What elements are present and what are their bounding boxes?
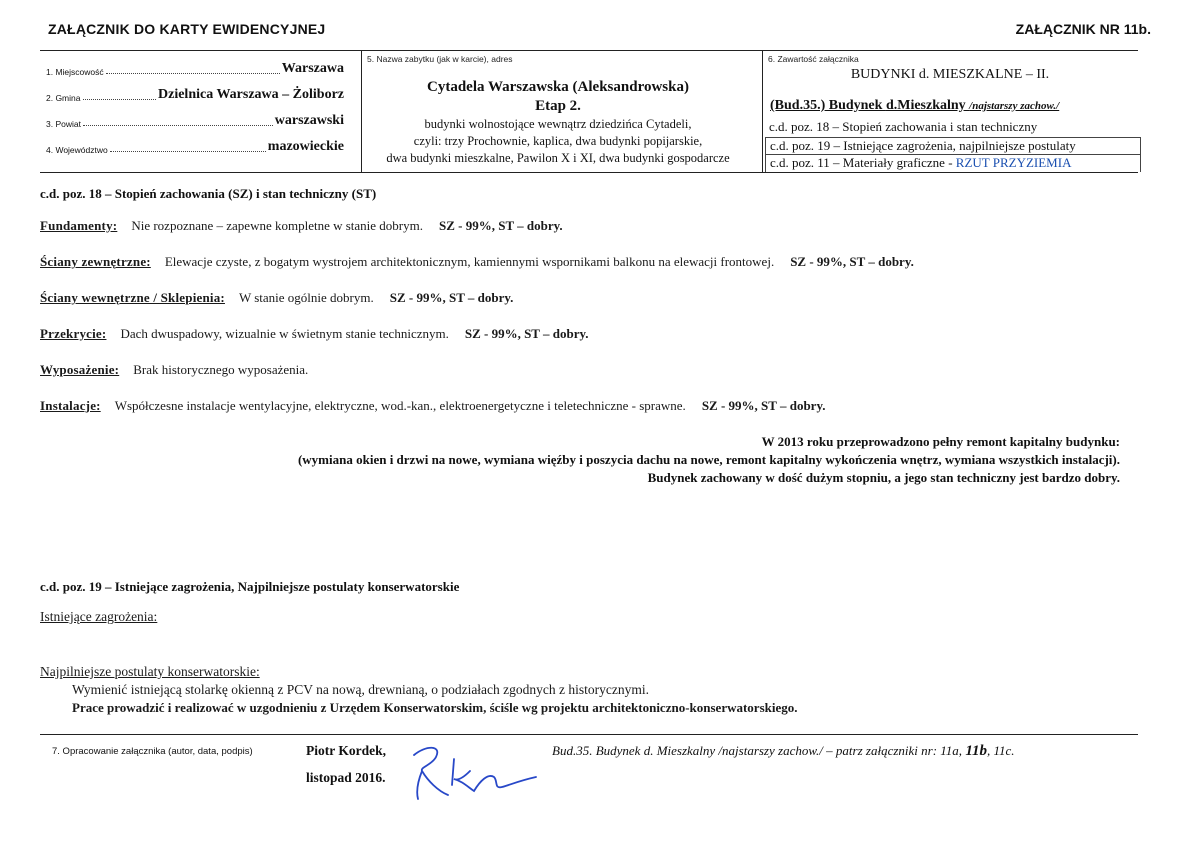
item-key: Ściany zewnętrzne: [40,254,151,269]
contents-line: c.d. poz. 19 – Istniejące zagrożenia, najpilniejsze postulaty [765,137,1141,154]
item-status: SZ - 99%, ST – dobry. [389,290,514,305]
dotted-leader [106,73,280,74]
item-key: Instalacje: [40,398,101,413]
item-key: Przekrycie: [40,326,107,341]
field-label: 1. Miejscowość [46,67,104,77]
contents-line-graphics [765,154,1141,172]
item-foundations [40,218,563,234]
footer-divider [40,734,1138,735]
monument-desc-line: czyli: trzy Prochownie, kaplica, dwa budynki popijarskie, [413,134,703,148]
dotted-leader [83,125,273,126]
item-text: Dach dwuspadowy, wizualnie w świetnym stanie technicznym. [120,326,449,341]
field-value: Dzielnica Warszawa – Żoliborz [158,87,344,102]
postulates-label: Najpilniejsze postulaty konserwatorskie: [40,664,260,679]
item-internal-walls [40,290,513,306]
summary-line: W 2013 roku przeprowadzono pełny remont kapitalny budynku: [761,434,1120,449]
field-label: 2. Gmina [46,93,81,103]
summary-line: (wymiana okien i drzwi na nowe, wymiana więźby i poszycia dachu na nowe, remont kapitalny wykończenia wnętrz, wymiana wszystkich instalacji). [297,452,1120,467]
item-text: Elewacje czyste, z bogatym wystrojem architektonicznym, kamiennymi wspornikami balkonu na elewacji frontowej. [164,254,775,269]
dotted-leader [110,151,266,152]
item-key: Wyposażenie: [40,362,120,377]
monument-label: 5. Nazwa zabytku (jak w karcie), adres [367,54,513,64]
item-status: SZ - 99%, ST – dobry. [701,398,826,413]
summary-line: Budynek zachowany w dość dużym stopniu, a jego stan techniczny jest bardzo dobry. [647,470,1120,485]
threats-label: Istniejące zagrożenia: [40,609,158,624]
monument-name: Cytadela Warszawska (Aleksandrowska) [427,79,689,95]
contents-label: 6. Zawartość załącznika [768,54,859,64]
monument-desc-line: budynki wolnostojące wewnątrz dziedzińca Cytadeli, [424,117,692,131]
reference-text: Bud.35. Budynek d. Mieszkalny /najstarszy zachow./ – patrz załączniki nr: 11a, [552,743,966,758]
item-external-walls [40,254,914,270]
monument-desc-line: dwa budynki mieszkalne, Pawilon X i XI, dwa budynki gospodarcze [386,151,730,165]
footer-label: 7. Opracowanie załącznika (autor, data, podpis) [52,746,253,757]
field-value: warszawski [274,113,344,128]
ground-floor-plan-link[interactable]: RZUT PRZYZIEMIA [955,155,1072,170]
dotted-leader [83,99,157,100]
monument-stage: Etap 2. [535,98,581,114]
footer-date: listopad 2016. [306,770,386,785]
item-installations [40,398,825,414]
section-18-heading: c.d. poz. 18 – Stopień zachowania (SZ) i stan techniczny (ST) [40,186,377,201]
postulate-line: Prace prowadzić i realizować w uzgodnieniu z Urzędem Konserwatorskim, ściśle wg projektu architektoniczno-konserwatorskiego. [72,700,798,715]
reference-current: 11b [965,743,987,759]
item-status: SZ - 99%, ST – dobry. [464,326,589,341]
graphics-label: c.d. poz. 11 – Materiały graficzne - [770,155,956,170]
building-heading [770,98,1140,114]
attachment-number: ZAŁĄCZNIK NR 11b. [1015,21,1151,37]
item-text: Współczesne instalacje wentylacyjne, elektryczne, wod.-kan., elektroenergetyczne i teletechniczne - sprawne. [114,398,686,413]
building-code: (Bud.35.) Budynek [770,98,886,113]
contents-line: c.d. poz. 18 – Stopień zachowania i stan techniczny [769,119,1038,134]
item-text: W stanie ogólnie dobrym. [238,290,374,305]
table-divider [762,51,763,172]
item-text: Brak historycznego wyposażenia. [133,362,309,377]
item-status: SZ - 99%, ST – dobry. [439,218,563,233]
author-signature [408,741,548,803]
section-19-heading: c.d. poz. 19 – Istniejące zagrożenia, Najpilniejsze postulaty konserwatorskie [40,579,460,594]
field-county [46,113,344,129]
field-voivodeship [46,139,344,155]
field-value: Warszawa [281,61,344,76]
building-note: /najstarszy zachow./ [969,100,1060,112]
item-key: Fundamenty: [40,218,118,233]
postulate-line: Wymienić istniejącą stolarkę okienną z PCV na nową, drewnianą, o podziałach zgodnych z historycznymi. [72,682,650,697]
item-furnishing [40,362,308,378]
footer-reference [552,743,1015,760]
field-value: mazowieckie [267,139,344,154]
item-text: Nie rozpoznane – zapewne kompletne w stanie dobrym. [131,218,424,233]
footer-author: Piotr Kordek, [306,743,386,758]
field-label: 4. Województwo [46,145,108,155]
field-commune [46,87,344,103]
item-roof [40,326,589,342]
reference-suffix: , 11c. [987,743,1015,758]
item-status: SZ - 99%, ST – dobry. [790,254,914,269]
building-name: d.Mieszkalny [885,98,970,113]
contents-title: BUDYNKI d. MIESZKALNE – II. [850,67,1050,82]
item-key: Ściany wewnętrzne / Sklepienia: [40,290,225,305]
field-label: 3. Powiat [46,119,81,129]
field-locality [46,61,344,77]
info-table [40,50,1138,173]
attachment-title: ZAŁĄCZNIK DO KARTY EWIDENCYJNEJ [48,21,326,37]
